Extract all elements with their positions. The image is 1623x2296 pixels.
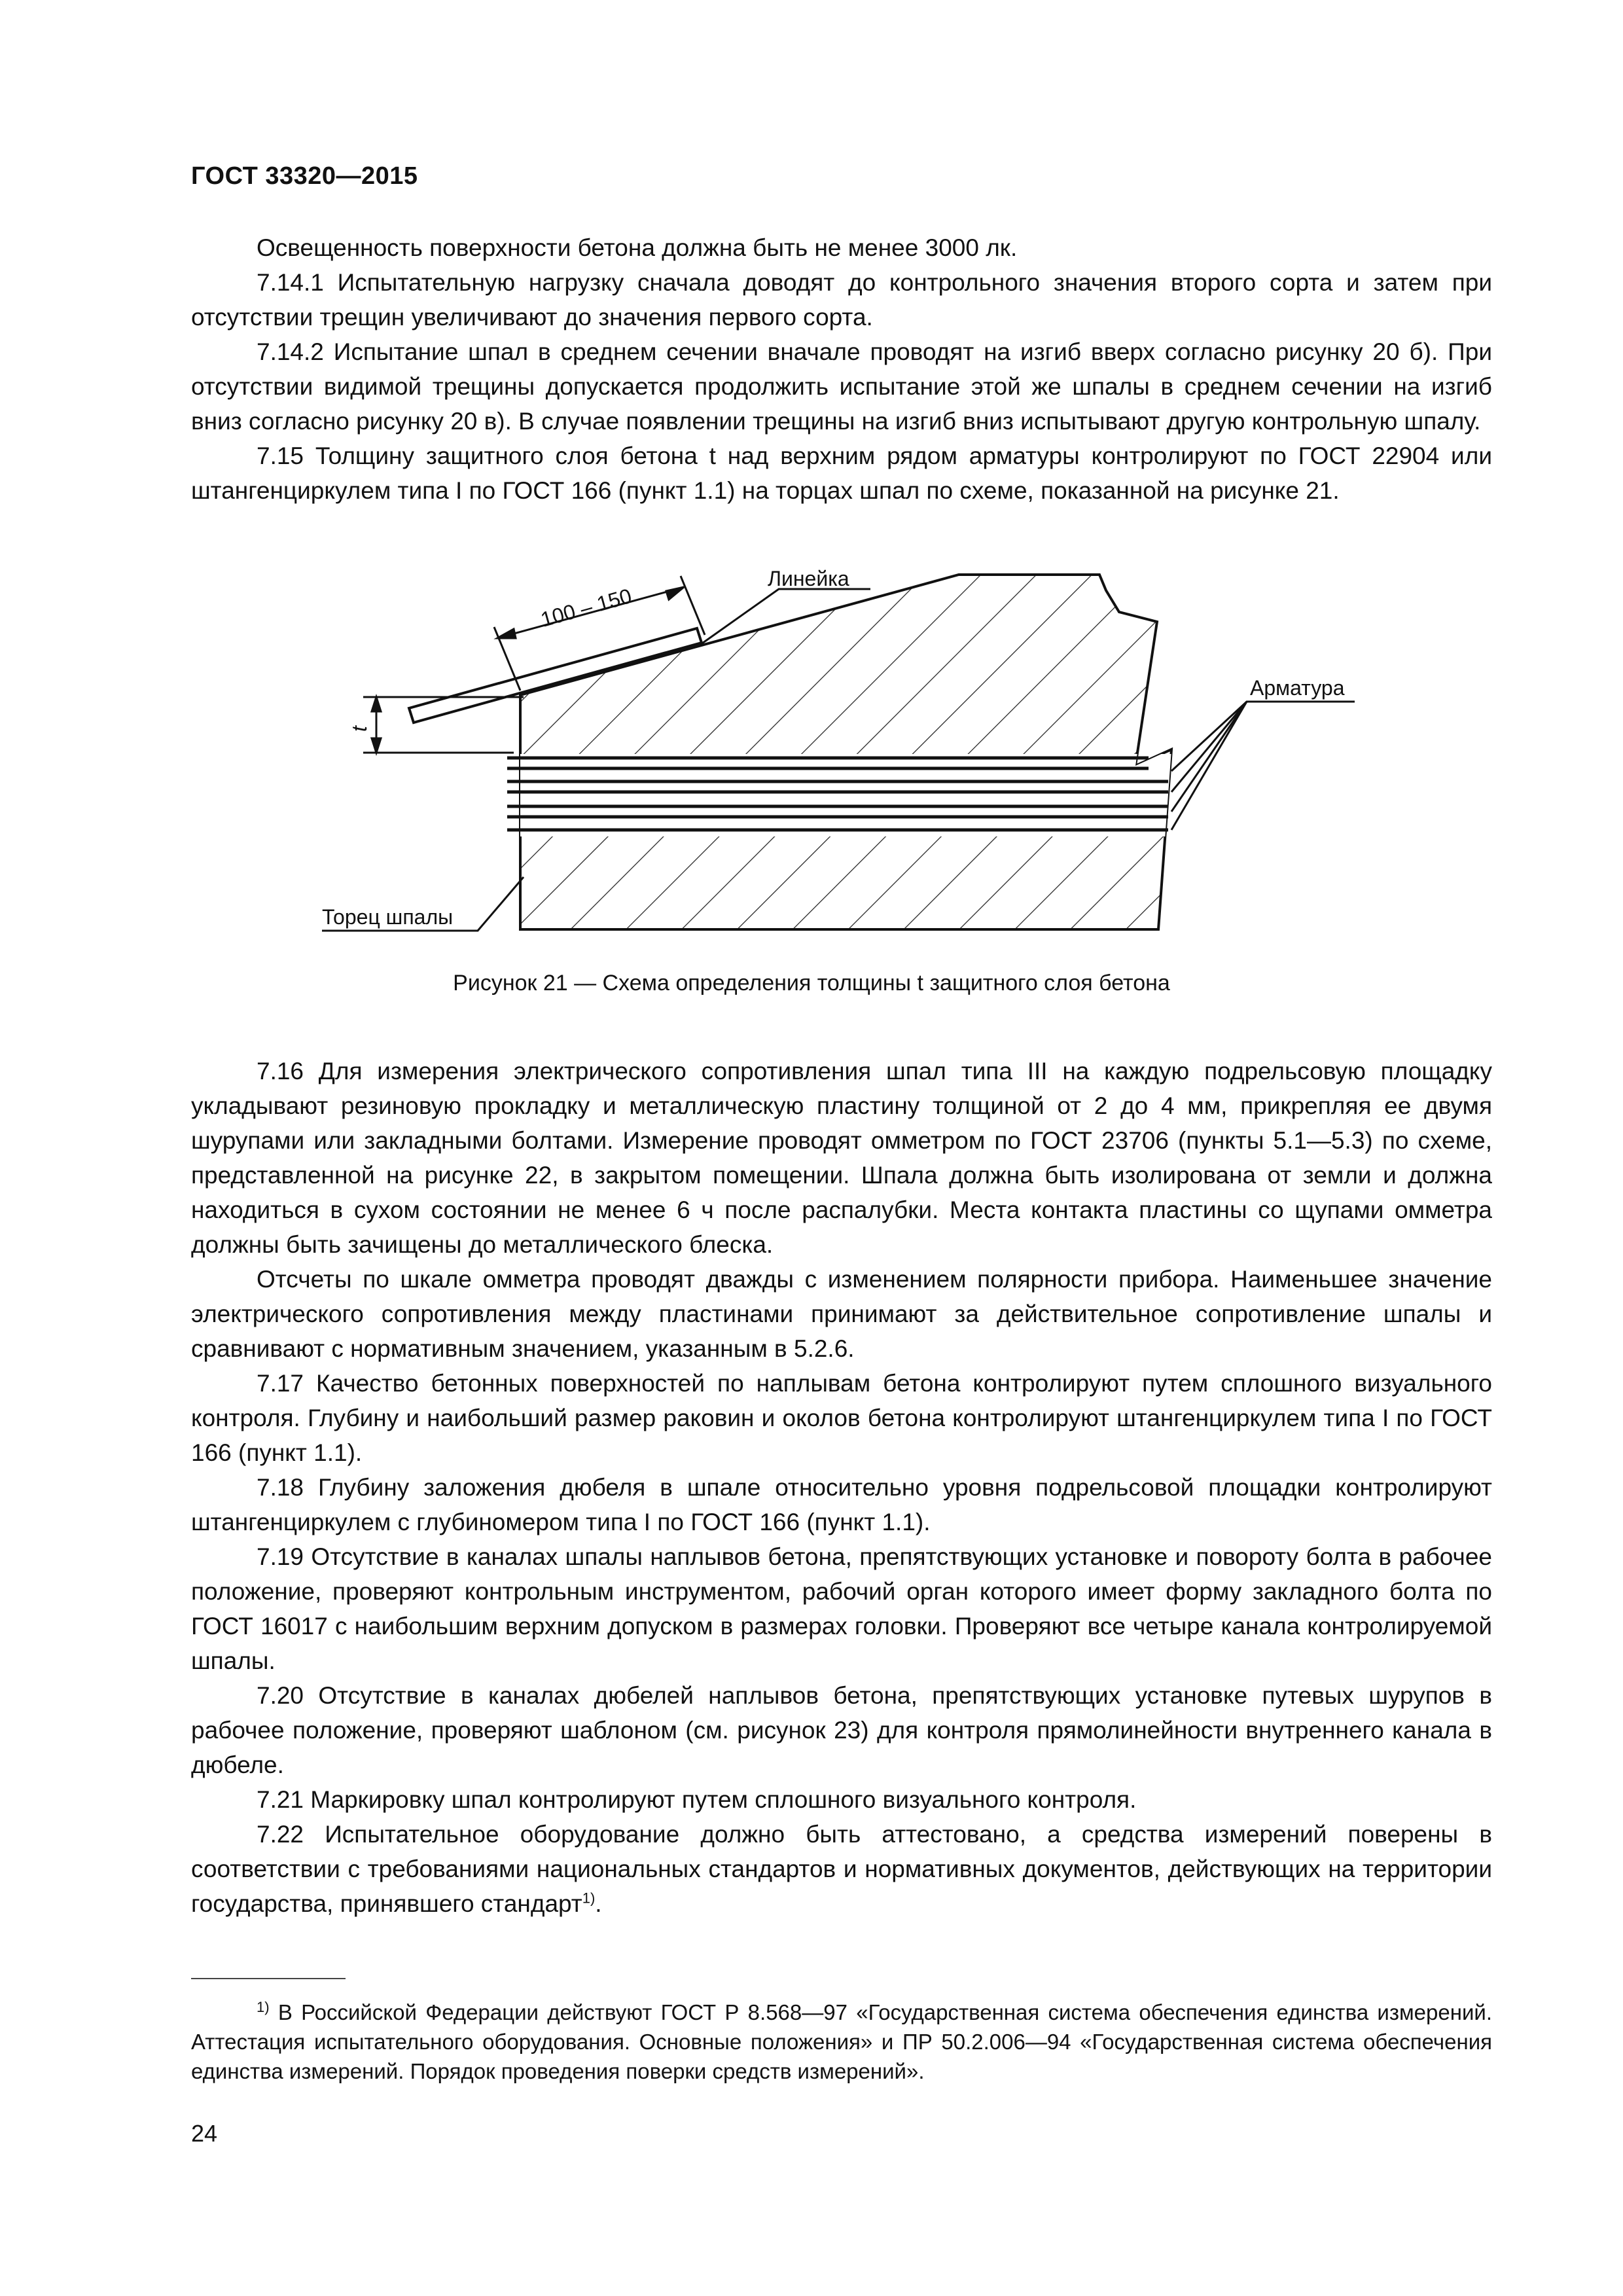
concrete-body [520,575,1171,929]
paragraph: 7.14.2 Испытание шпал в среднем сечении вначале проводят на изгиб вверх согласно рисунку 20 б). При отсутствии видимой трещины допускается продолжить испытание этой же шпалы в среднем сечении на изгиб вниз согласно рисунку 20 в). В случае появлении трещины на изгиб вниз испытывают другую контрольную шпалу. [191,338,1492,435]
footnote-paragraph [191,1998,1492,2086]
page-number: 24 [191,2120,218,2147]
label-t: t [348,726,371,732]
paragraph: Отсчеты по шкале омметра проводят дважды с изменением полярности прибора. Наименьшее значение электрического сопротивления между пластинами принимают за действительное сопротивление шпалы и сравнивают с нормативным значением, указанным в 5.2.6. [191,1266,1492,1362]
paragraph-tail: . [595,1890,602,1917]
footnote-text: В Российской Федерации действуют ГОСТ Р 8.568—97 «Государственная система обеспечения единства измерений. Аттестация испытательного оборудования. Основные положения» и ПР 50.2.006—94 «Государственная система обеспечения единства измерений. Порядок проведения поверки средств измерений». [191,2000,1492,2083]
body-text-bottom [191,1054,1492,1921]
paragraph: 7.19 Отсутствие в каналах шпалы наплывов бетона, препятствующих установке и повороту болта в рабочее положение, проверяют контрольным инструментом, рабочий орган которого имеет форму закладного болта по ГОСТ 16017 с наибольшим верхним допуском в размерах головки. Проверяют все четыре канала контролируемой шпалы. [191,1543,1492,1674]
document-header: ГОСТ 33320—2015 [191,162,418,190]
paragraph: 7.16 Для измерения электрического сопротивления шпал типа III на каждую подрельсовую площадку укладывают резиновую прокладку и металлическую пластину толщиной от 2 до 4 мм, прикрепляя ее двумя шурупами или закладными болтами. Измерение проводят омметром по ГОСТ 23706 (пункты 5.1—5.3) по схеме, представленной на рисунке 22, в закрытом помещении. Шпала должна быть изолирована от земли и должна находиться в сухом состоянии не менее 6 ч после распалубки. Места контакта пластины со щупами омметра должны быть зачищены до металлического блеска. [191,1058,1492,1258]
footnote-divider [191,1978,346,1979]
figure-caption: Рисунок 21 — Схема определения толщины t защитного слоя бетона [453,971,1170,996]
paragraph-text: 7.22 Испытательное оборудование должно быть аттестовано, а средства измерений поверены в соответствии с требованиями национальных стандартов и нормативных документов, действующих на территории государства, принявшего стандарт [191,1821,1492,1917]
footnote [191,1998,1492,2086]
paragraph: Освещенность поверхности бетона должна быть не менее 3000 лк. [257,234,1018,261]
paragraph: 7.18 Глубину заложения дюбеля в шпале относительно уровня подрельсовой площадки контролируют штангенциркулем с глубиномером типа I по ГОСТ 166 (пункт 1.1). [191,1474,1492,1535]
paragraph: 7.21 Маркировку шпал контролируют путем сплошного визуального контроля. [257,1786,1137,1813]
label-ruler: Линейка [768,567,849,590]
paragraph: 7.15 Толщину защитного слоя бетона t над верхним рядом арматуры контролируют по ГОСТ 22904 или штангенциркулем типа I по ГОСТ 166 (пункт 1.1) на торцах шпал по схеме, показанной на рисунке 21. [191,442,1492,504]
figure-21 [0,562,1623,928]
reinforcement-band [497,754,1191,836]
paragraph: 7.17 Качество бетонных поверхностей по наплывам бетона контролируют путем сплошного визуального контроля. Глубину и наибольший размер раковин и околов бетона контролируют штангенциркулем типа I по ГОСТ 166 (пункт 1.1). [191,1370,1492,1466]
label-sleeper-end: Торец шпалы [322,905,454,929]
reinforcement-leaders [1171,702,1355,830]
label-dimension: 100 – 150 [538,584,635,632]
paragraph: 7.14.1 Испытательную нагрузку сначала доводят до контрольного значения второго сорта и затем при отсутствии трещин увеличивают до значения первого сорта. [191,269,1492,331]
body-text-top [191,230,1492,508]
footnote-reference: 1) [582,1890,596,1907]
label-reinforcement: Арматура [1250,676,1345,700]
paragraph [191,1817,1492,1921]
paragraph: 7.20 Отсутствие в каналах дюбелей наплывов бетона, препятствующих установке путевых шурупов в рабочее положение, проверяют шаблоном (см. рисунок 23) для контроля прямолинейности внутреннего канала в дюбеле. [191,1682,1492,1778]
footnote-marker: 1) [257,1999,270,2015]
figure-21-drawing [0,562,1623,941]
